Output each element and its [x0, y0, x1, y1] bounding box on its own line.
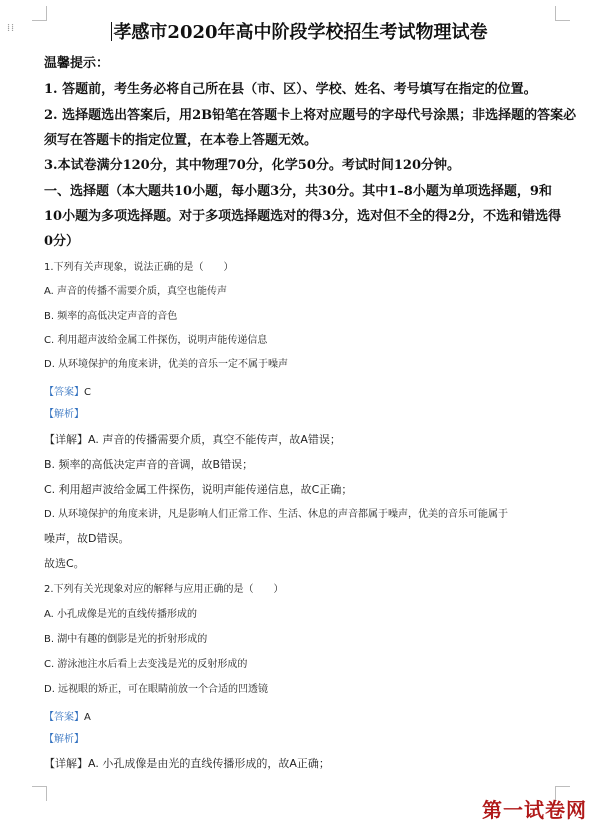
crop-mark-bottom-left — [32, 786, 47, 801]
notice-line: 1. 答题前，考生务必将自己所在县（市、区）、学校、姓名、考号填写在指定的位置。 — [44, 82, 537, 97]
notice-line: 须写在答题卡的指定位置，在本卷上答题无效。 — [44, 133, 318, 148]
notice-line: 2. 选择题选出答案后，用2B铅笔在答题卡上将对应题号的字母代号涂黑；非选择题的答案必 — [44, 108, 577, 123]
detail-line: B. 频率的高低决定声音的音调，故B错误； — [44, 458, 254, 471]
detail-line: 【详解】A. 小孔成像是由光的直线传播形成的，故A正确； — [44, 757, 330, 770]
detail-line: 故选C。 — [44, 557, 85, 570]
answer-value: A — [84, 712, 91, 723]
question-option: B. 湖中有趣的倒影是光的折射形成的 — [44, 634, 208, 645]
detail-line: D. 从环境保护的角度来讲，凡是影响人们正常工作、生活、休息的声音都属于噪声，优美的音乐可能属于 — [44, 509, 509, 520]
question-option: C. 利用超声波给金属工件探伤，说明声能传递信息 — [44, 335, 268, 346]
answer-tag: 【答案】 — [44, 712, 84, 723]
question-option: B. 频率的高低决定声音的音色 — [44, 311, 178, 322]
section-heading: 0分） — [44, 234, 80, 249]
analysis-tag: 【解析】 — [44, 409, 84, 420]
detail-line: C. 利用超声波给金属工件探伤，说明声能传递信息，故C正确； — [44, 483, 353, 496]
page-title: 孝感市2020年高中阶段学校招生考试物理试卷 — [113, 22, 488, 43]
notice-line: 3.本试卷满分120分，其中物理70分，化学50分。考试时间120分钟。 — [44, 158, 461, 173]
drag-handle-icon[interactable]: ⁞⁞ — [7, 21, 16, 34]
detail-line: 噪声，故D错误。 — [44, 532, 130, 545]
watermark-logo: 第一试卷网 — [482, 798, 587, 822]
question-stem: 2.下列有关光现象对应的解释与应用正确的是（ ） — [44, 584, 284, 595]
answer-line — [44, 380, 91, 399]
answer-value: C — [84, 387, 91, 398]
question-option: A. 小孔成像是光的直线传播形成的 — [44, 609, 198, 620]
analysis-tag: 【解析】 — [44, 734, 84, 745]
notice-heading: 温馨提示： — [44, 56, 110, 71]
section-heading: 一、选择题（本大题共10小题，每小题3分，共30分。其中1–8小题为单项选择题，9和 — [44, 184, 552, 199]
section-heading: 10小题为多项选择题。对于多项选择题选对的得3分，选对但不全的得2分，不选和错选得 — [44, 209, 562, 224]
question-stem: 1.下列有关声现象，说法正确的是（ ） — [44, 262, 234, 273]
question-option: A. 声音的传播不需要介质，真空也能传声 — [44, 286, 228, 297]
answer-tag: 【答案】 — [44, 387, 84, 398]
question-option: C. 游泳池注水后看上去变浅是光的反射形成的 — [44, 659, 248, 670]
answer-line — [44, 705, 91, 724]
detail-line: 【详解】A. 声音的传播需要介质，真空不能传声，故A错误； — [44, 433, 341, 446]
question-option: D. 远视眼的矫正，可在眼睛前放一个合适的凹透镜 — [44, 684, 269, 695]
question-option: D. 从环境保护的角度来讲，优美的音乐一定不属于噪声 — [44, 359, 289, 370]
